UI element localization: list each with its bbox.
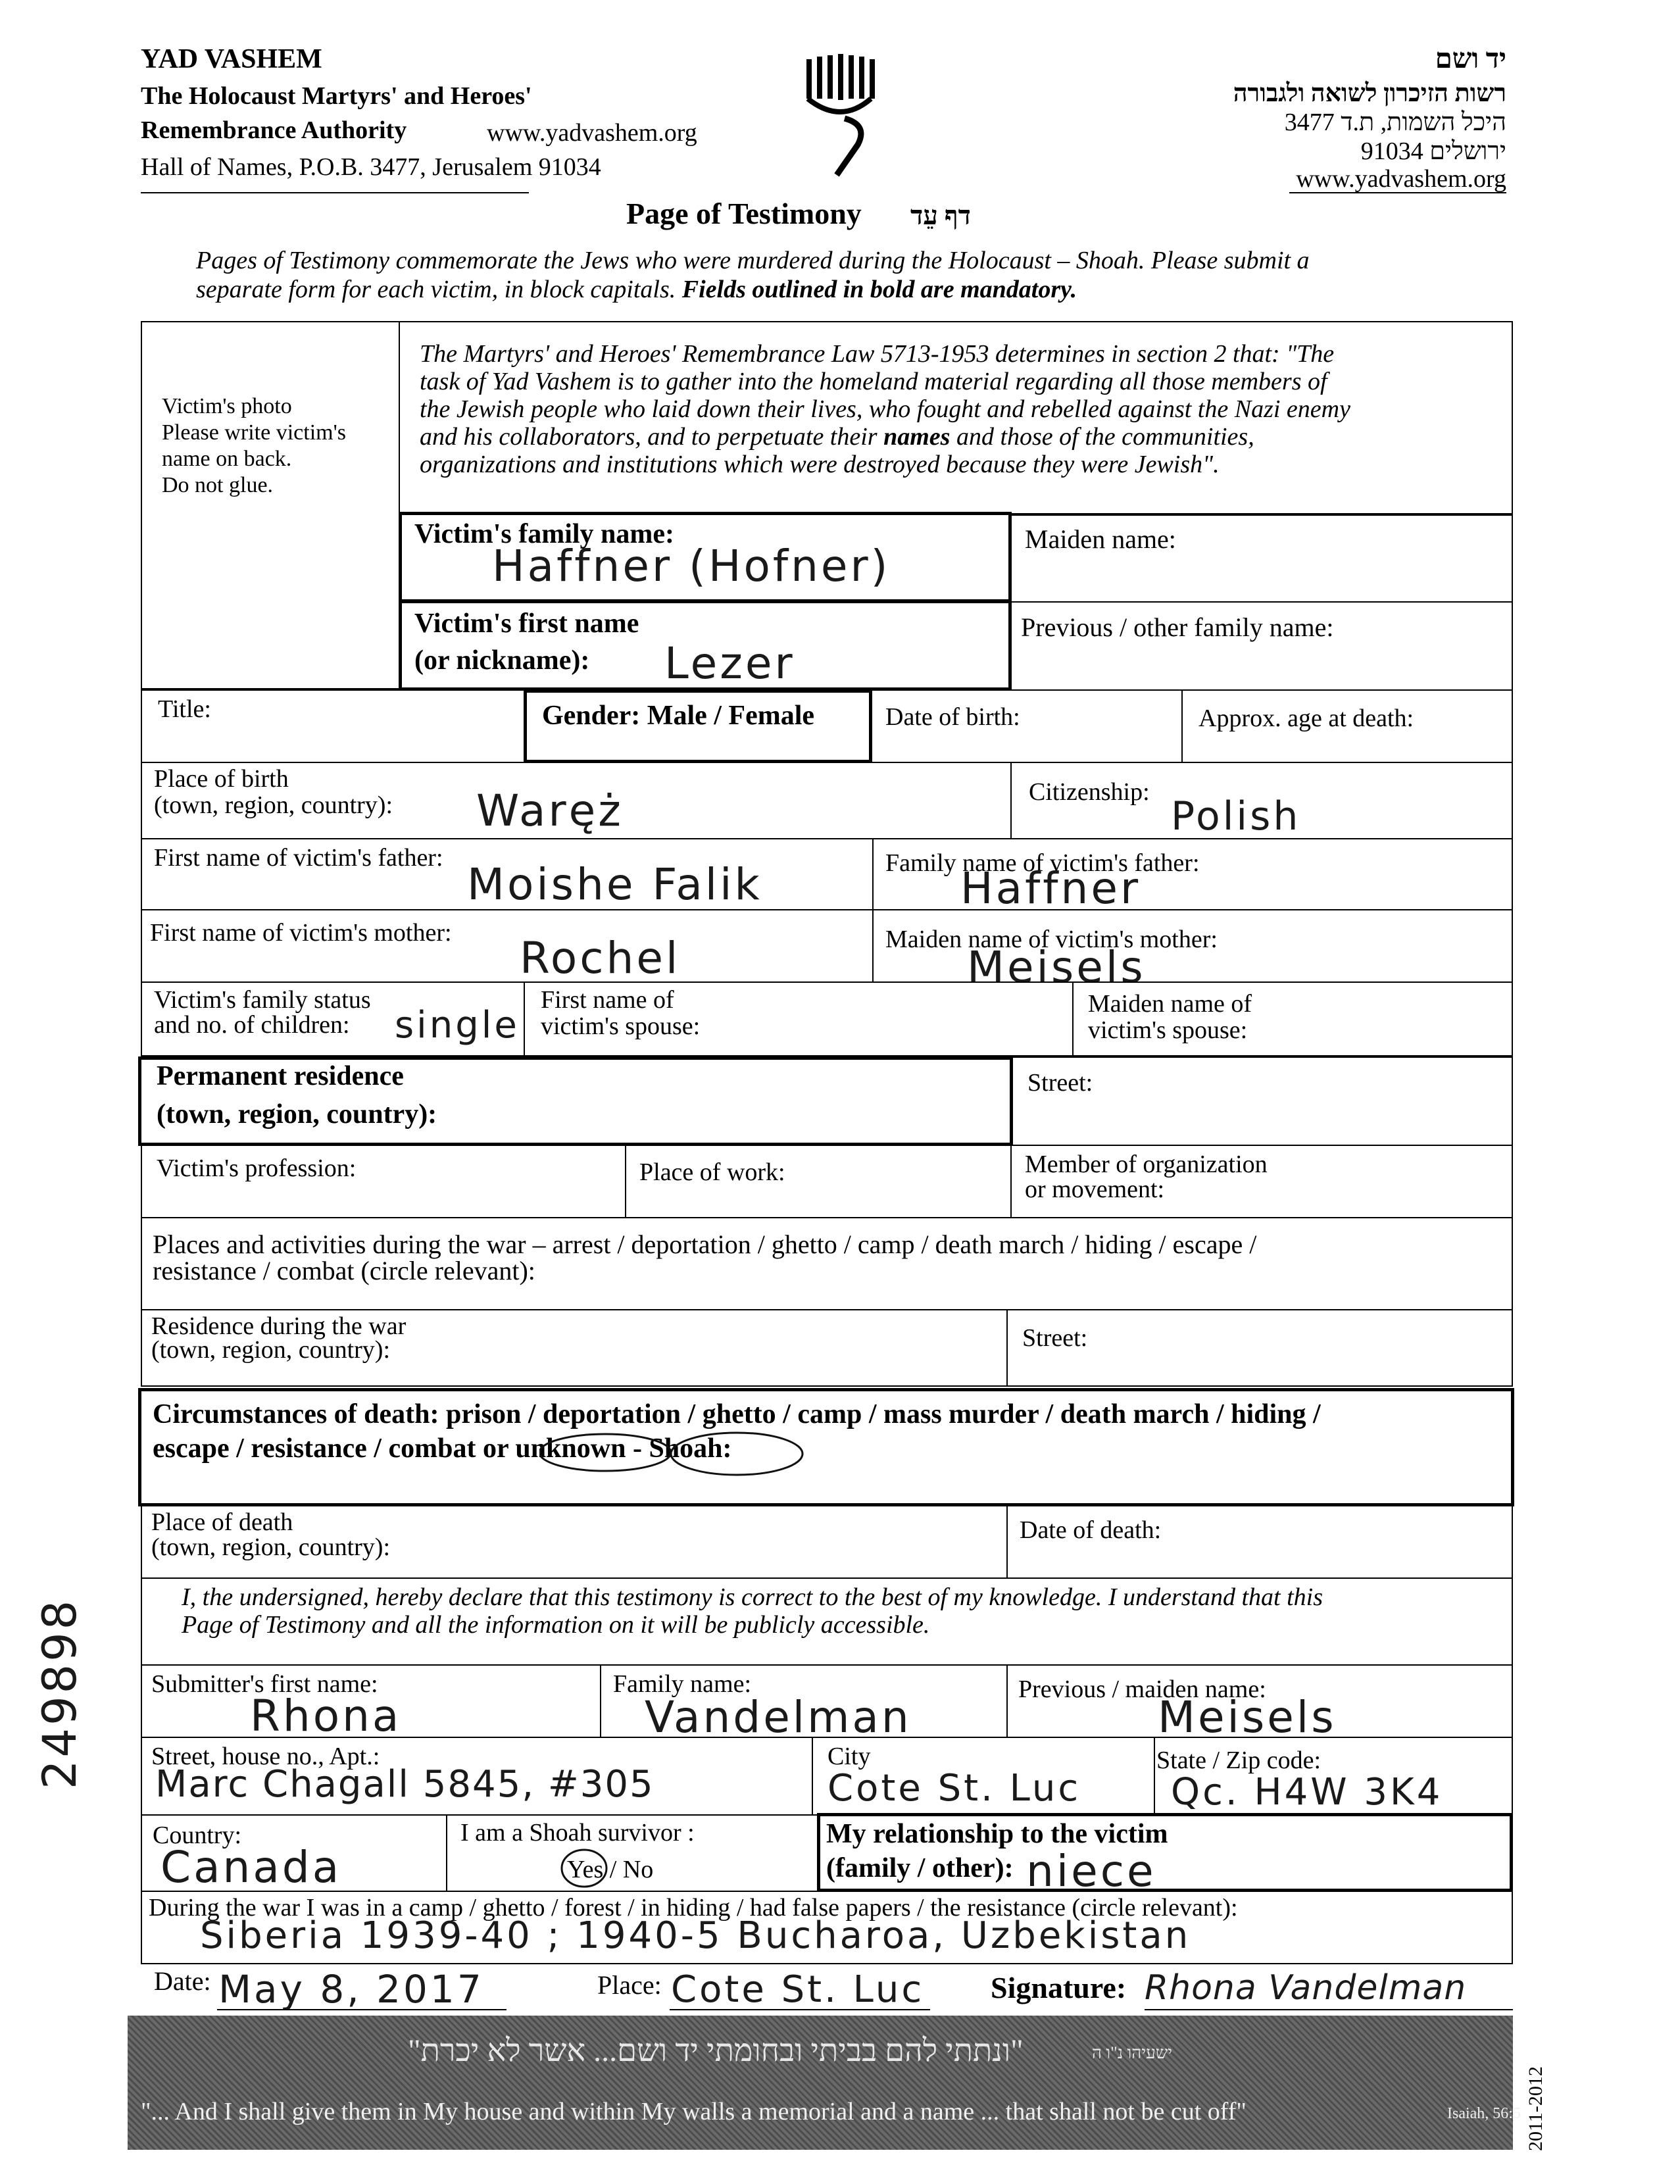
law-line-1: The Martyrs' and Heroes' Remembrance Law 5713-1953 determines in section 2 that: "The (420, 340, 1335, 368)
photo-line-2: Please write victim's (162, 420, 346, 445)
pod-label-2: (town, region, country): (151, 1533, 391, 1561)
survivor-label: I am a Shoah survivor : (460, 1819, 695, 1847)
work-label: Place of work: (639, 1158, 785, 1186)
survivor-options[interactable]: Yes / No (567, 1856, 654, 1883)
submitter-city-value: Cote St. Luc (828, 1767, 1081, 1810)
father-first-value: Moishe Falik (467, 859, 762, 910)
law-line-4a: and his collaborators, and to perpetuate their (420, 423, 877, 451)
photo-line-1: Victim's photo (162, 394, 292, 418)
place-label: Place: (597, 1970, 662, 2000)
org-title: YAD VASHEM (141, 44, 322, 74)
photo-line-3: name on back. (162, 447, 292, 471)
place-value: Cote St. Luc (671, 1968, 925, 2011)
submitter-country-label: Country: (153, 1822, 242, 1849)
father-family-value: Haffner (960, 863, 1141, 914)
form-title-heb: דף עֵד (910, 201, 971, 230)
submitter-war-value: Siberia 1939-40 ; 1940-5 Bucharoa, Uzbekistan (200, 1914, 1191, 1957)
unknown-circle-mark (539, 1427, 816, 1487)
places-label-2: resistance / combat (circle relevant): (153, 1256, 535, 1285)
heb-line-4: ירושלים 91034 (1360, 137, 1506, 165)
perm-res-label-1: Permanent residence (157, 1061, 404, 1091)
circ-label-1: Circumstances of death: prison / deportation / ghetto / camp / mass murder / death march / hiding / (153, 1399, 1321, 1429)
footer-english-quote: "... And I shall give them in My house and within My walls a memorial and a name ... that shall not be cut off" (141, 2098, 1247, 2125)
law-line-4b: names (883, 423, 951, 451)
submitter-first-label: Submitter's first name: (151, 1670, 378, 1698)
family-status-value: single (395, 1004, 520, 1047)
age-label: Approx. age at death: (1198, 705, 1414, 732)
intro-text: separate form for each victim, in block capitals. (196, 276, 676, 303)
pob-label-1: Place of birth (154, 765, 289, 793)
street-label: Street: (1027, 1069, 1093, 1097)
war-res-label-1: Residence during the war (151, 1312, 407, 1340)
website-left[interactable]: www.yadvashem.org (487, 119, 697, 147)
spouse-first-label-2: victim's spouse: (541, 1012, 701, 1040)
mother-first-label: First name of victim's mother: (150, 919, 452, 947)
places-label-1: Places and activities during the war – arrest / deportation / ghetto / camp / death march / hiding / escape / (153, 1229, 1257, 1259)
org-line-2: The Holocaust Martyrs' and Heroes' (141, 82, 532, 110)
intro-line-1: Pages of Testimony commemorate the Jews who were murdered during the Holocaust – Shoah. Please submit a (196, 247, 1310, 274)
citizenship-value: Polish (1171, 793, 1301, 839)
form-title: Page of Testimony (626, 197, 862, 230)
family-status-label-1: Victim's family status (154, 986, 371, 1014)
spouse-maiden-label-2: victim's spouse: (1088, 1016, 1248, 1044)
citizenship-label: Citizenship: (1029, 778, 1150, 806)
mother-first-value: Rochel (520, 933, 681, 983)
perm-res-label-2: (town, region, country): (157, 1099, 437, 1129)
title-label: Title: (158, 695, 211, 723)
law-line-4c: and those of the communities, (956, 423, 1254, 451)
relationship-value: niece (1026, 1846, 1156, 1897)
heb-title: יד ושם (1435, 44, 1506, 74)
pob-label-2: (town, region, country): (154, 791, 393, 819)
father-first-label: First name of victim's father: (154, 844, 443, 872)
first-name-value: Lezer (664, 638, 795, 689)
family-name-value: Haffner (Hofner) (492, 541, 891, 591)
gender-label-row (542, 699, 814, 733)
footer-year: 2011-2012 (1525, 2066, 1546, 2151)
website-right[interactable]: www.yadvashem.org (1296, 165, 1506, 193)
dod-label: Date of death: (1020, 1516, 1162, 1544)
submitter-street-value: Marc Chagall 5845, #305 (155, 1763, 655, 1806)
submitter-prev-value: Meisels (1158, 1692, 1337, 1743)
date-label: Date: (154, 1966, 211, 1996)
header-rule-left (141, 192, 529, 193)
submitter-first-value: Rhona (250, 1691, 402, 1741)
submitter-family-label: Family name: (613, 1670, 752, 1698)
pod-label-1: Place of death (151, 1508, 293, 1536)
maiden-name-label: Maiden name: (1025, 524, 1176, 554)
submitter-prev-label: Previous / maiden name: (1018, 1675, 1266, 1703)
relationship-label-2: (family / other): (826, 1853, 1014, 1883)
family-status-label-2: and no. of children: (154, 1011, 350, 1039)
profession-label: Victim's profession: (157, 1154, 357, 1182)
gender-options[interactable]: Male / Female (647, 701, 815, 731)
first-name-label-2: (or nickname): (414, 645, 590, 676)
margin-number: 249898 (33, 1597, 87, 1789)
header-rule-right (1289, 192, 1506, 193)
footer-hebrew-ref: ישעיהו נ"ו ה (1092, 2043, 1173, 2062)
prev-family-label: Previous / other family name: (1021, 612, 1334, 642)
law-line-2: task of Yad Vashem is to gather into the homeland material regarding all those members of (420, 368, 1327, 395)
yes-circle-mark (558, 1845, 610, 1891)
first-name-label-1: Victim's first name (414, 608, 639, 639)
submitter-war-label: During the war I was in a camp / ghetto / forest / in hiding / had false papers / the resistance (circle relevant): (149, 1894, 1238, 1922)
mother-maiden-value: Meisels (967, 942, 1146, 993)
law-line-4 (420, 424, 1254, 450)
place-line (670, 2009, 930, 2010)
yad-vashem-logo (803, 53, 881, 178)
heb-line-2: רשות הזיכרון לשואה ולגבורה (1233, 80, 1506, 107)
circ-label-2: escape / resistance / combat or unknown - Shoah: (153, 1433, 732, 1464)
signature-label: Signature: (991, 1971, 1127, 2004)
org-label-1: Member of organization (1025, 1151, 1268, 1178)
submitter-state-value: Qc. H4W 3K4 (1171, 1771, 1443, 1814)
dob-label: Date of birth: (885, 703, 1020, 731)
submitter-city-label: City (828, 1743, 871, 1770)
footer-hebrew-quote: "ונתתי להם בביתי ובחומתי יד ושם... אשר לא יכרת" (408, 2033, 1024, 2068)
date-line (217, 2009, 506, 2010)
submitter-country-value: Canada (161, 1842, 342, 1893)
address: Hall of Names, P.O.B. 3477, Jerusalem 91034 (141, 153, 601, 181)
intro-line-2 (196, 275, 1077, 304)
intro-mandatory: Fields outlined in bold are mandatory. (681, 276, 1077, 303)
war-street-label: Street: (1022, 1324, 1088, 1352)
photo-line-4: Do not glue. (162, 473, 274, 497)
photo-box[interactable] (141, 321, 400, 689)
signature-line (1145, 2009, 1513, 2010)
war-res-label-2: (town, region, country): (151, 1336, 391, 1364)
family-name-label: Victim's family name: (414, 519, 675, 549)
gender-label: Gender: (542, 701, 641, 731)
father-family-label: Family name of victim's father: (885, 849, 1200, 877)
heb-line-3: היכל השמות, ת.ד 3477 (1284, 109, 1506, 136)
submitter-family-value: Vandelman (645, 1692, 912, 1743)
submitter-street-label: Street, house no., Apt.: (151, 1743, 380, 1770)
org-line-3: Remembrance Authority (141, 116, 407, 144)
declaration-line-2: Page of Testimony and all the information on it will be publicly accessible. (182, 1611, 930, 1639)
date-value: May 8, 2017 (218, 1967, 484, 2012)
spouse-first-label-1: First name of (541, 986, 674, 1014)
submitter-state-label: State / Zip code: (1156, 1747, 1322, 1774)
relationship-label-1: My relationship to the victim (826, 1819, 1168, 1849)
law-line-3: the Jewish people who laid down their lives, who fought and rebelled against the Nazi enemy (420, 395, 1350, 423)
footer-english-ref: Isaiah, 56:5 (1447, 2105, 1521, 2122)
pob-value: Waręż (476, 785, 624, 836)
mother-maiden-label: Maiden name of victim's mother: (885, 926, 1218, 953)
declaration-line-1: I, the undersigned, hereby declare that this testimony is correct to the best of my knowledge. I understand that this (182, 1583, 1323, 1611)
spouse-maiden-label-1: Maiden name of (1088, 990, 1252, 1018)
signature-value: Rhona Vandelman (1145, 1968, 1467, 2008)
org-label-2: or movement: (1025, 1176, 1165, 1203)
law-line-5: organizations and institutions which were destroyed because they were Jewish". (420, 451, 1220, 478)
